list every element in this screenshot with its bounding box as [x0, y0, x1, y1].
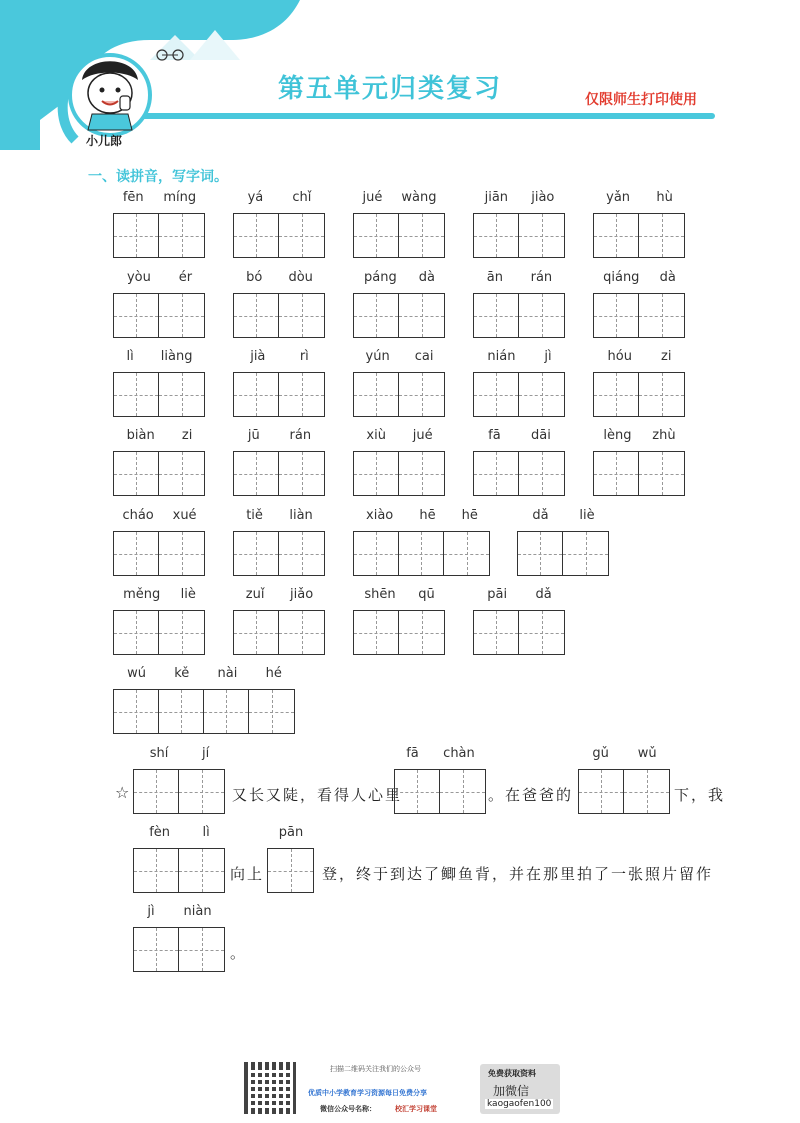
pinyin-syllable: shēn	[364, 587, 396, 602]
tianzige-grid	[473, 451, 565, 496]
tianzige-grid	[473, 610, 565, 655]
writing-cell[interactable]	[354, 452, 399, 495]
tianzige-grid	[113, 689, 295, 734]
writing-cell[interactable]	[279, 452, 324, 495]
writing-cell[interactable]	[279, 611, 324, 654]
writing-cell[interactable]	[563, 532, 608, 575]
tianzige-grid	[133, 927, 225, 972]
writing-cell[interactable]	[444, 532, 489, 575]
writing-cell[interactable]	[399, 214, 444, 257]
pinyin-word-item	[353, 508, 491, 578]
pinyin-word-item	[593, 190, 686, 260]
pinyin-syllable: wú	[127, 666, 146, 681]
page-title: 第五单元归类复习	[278, 74, 503, 104]
tianzige-grid	[593, 213, 685, 258]
pinyin-word-item	[133, 825, 226, 895]
writing-cell[interactable]	[519, 294, 564, 337]
pinyin-syllable: dà	[418, 270, 435, 285]
writing-cell[interactable]	[639, 373, 684, 416]
pinyin-word-item	[113, 666, 296, 736]
pinyin-syllable: měng	[123, 587, 161, 602]
writing-cell[interactable]	[624, 770, 669, 813]
pinyin-label	[267, 825, 315, 840]
pinyin-syllable: xué	[172, 508, 197, 523]
pinyin-word-item	[233, 190, 326, 260]
tianzige-grid	[353, 213, 445, 258]
writing-cell[interactable]	[179, 770, 224, 813]
pinyin-syllable: xiào	[366, 508, 394, 523]
pinyin-syllable: pān	[278, 825, 304, 840]
footer-scan-text: 扫描二维码关注我们的公众号	[330, 1065, 421, 1073]
pinyin-label	[113, 190, 206, 205]
tianzige-grid	[473, 213, 565, 258]
pinyin-syllable: wǔ	[637, 746, 657, 761]
pinyin-syllable: hóu	[607, 349, 632, 364]
logo-text: 小儿郎	[86, 134, 123, 148]
pinyin-syllable: cháo	[122, 508, 154, 523]
pinyin-label	[593, 428, 686, 443]
pinyin-label	[473, 270, 566, 285]
writing-cell[interactable]	[519, 373, 564, 416]
pinyin-word-item	[578, 746, 671, 816]
pinyin-syllable: jí	[201, 746, 210, 761]
tianzige-grid	[593, 451, 685, 496]
pinyin-word-item	[593, 270, 686, 340]
pinyin-word-item	[113, 349, 206, 419]
pinyin-syllable: jià	[250, 349, 266, 364]
pinyin-word-item	[394, 746, 487, 816]
pinyin-syllable: jì	[544, 349, 552, 364]
pinyin-syllable: lì	[126, 349, 134, 364]
pinyin-word-item	[233, 270, 326, 340]
tianzige-grid	[267, 848, 314, 893]
writing-cell[interactable]	[279, 214, 324, 257]
pinyin-word-item	[133, 904, 226, 974]
wechat-label: 加微信	[493, 1084, 530, 1098]
pinyin-label	[133, 746, 226, 761]
pinyin-label	[233, 428, 326, 443]
pinyin-label	[233, 190, 326, 205]
tianzige-grid	[353, 451, 445, 496]
pinyin-syllable: bó	[246, 270, 263, 285]
pinyin-word-item	[113, 508, 206, 578]
pinyin-syllable: kě	[174, 666, 190, 681]
writing-cell[interactable]	[134, 928, 179, 971]
pinyin-syllable: yòu	[126, 270, 151, 285]
footer-promo-text: 优质中小学教育学习资源每日免费分享	[308, 1089, 427, 1097]
pinyin-syllable: hē	[419, 508, 436, 523]
pinyin-label	[473, 349, 566, 364]
writing-cell[interactable]	[114, 373, 159, 416]
pinyin-syllable: hé	[265, 666, 282, 681]
tianzige-grid	[113, 213, 205, 258]
writing-cell[interactable]	[639, 452, 684, 495]
pinyin-word-item	[113, 190, 206, 260]
tianzige-grid	[473, 372, 565, 417]
writing-cell[interactable]	[594, 214, 639, 257]
print-only-badge: 仅限师生打印使用	[585, 92, 697, 108]
pinyin-word-item	[267, 825, 315, 895]
pinyin-syllable: jué	[412, 428, 433, 443]
pinyin-syllable: jì	[147, 904, 155, 919]
tianzige-grid	[353, 610, 445, 655]
writing-cell[interactable]	[639, 214, 684, 257]
pinyin-syllable: rì	[299, 349, 309, 364]
pinyin-label	[133, 904, 226, 919]
writing-cell[interactable]	[440, 770, 485, 813]
writing-cell[interactable]	[234, 611, 279, 654]
pinyin-word-item	[113, 587, 206, 657]
writing-cell[interactable]	[114, 214, 159, 257]
pinyin-label	[593, 190, 686, 205]
pinyin-syllable: lèng	[603, 428, 632, 443]
passage-text: 。	[230, 944, 248, 962]
pinyin-syllable: tiě	[246, 508, 263, 523]
tianzige-grid	[517, 531, 609, 576]
writing-cell[interactable]	[268, 849, 313, 892]
tianzige-grid	[113, 372, 205, 417]
pinyin-syllable: biàn	[126, 428, 155, 443]
writing-cell[interactable]	[234, 373, 279, 416]
writing-cell[interactable]	[204, 690, 249, 733]
writing-cell[interactable]	[234, 532, 279, 575]
pinyin-word-item	[353, 587, 446, 657]
pinyin-syllable: rán	[289, 428, 312, 443]
free-resources-label: 免费获取资料	[488, 1069, 536, 1078]
pinyin-syllable: lì	[202, 825, 210, 840]
writing-cell[interactable]	[399, 611, 444, 654]
writing-cell[interactable]	[249, 690, 294, 733]
pinyin-syllable: hē	[461, 508, 478, 523]
pinyin-syllable: zi	[661, 349, 672, 364]
writing-cell[interactable]	[519, 611, 564, 654]
tianzige-grid	[113, 451, 205, 496]
pinyin-label	[113, 587, 206, 602]
pinyin-label	[353, 428, 446, 443]
writing-cell[interactable]	[279, 373, 324, 416]
writing-cell[interactable]	[354, 373, 399, 416]
writing-cell[interactable]	[114, 690, 159, 733]
pinyin-word-item	[517, 508, 610, 578]
passage-text: 登，终于到达了鲫鱼背，并在那里拍了一张照片留作	[322, 865, 714, 883]
pinyin-word-item	[233, 428, 326, 498]
pinyin-word-item	[473, 428, 566, 498]
pinyin-label	[353, 190, 446, 205]
pinyin-word-item	[353, 428, 446, 498]
tianzige-grid	[353, 293, 445, 338]
tianzige-grid	[394, 769, 486, 814]
passage-text: 下，我	[674, 786, 726, 804]
pinyin-syllable: wàng	[401, 190, 437, 205]
pinyin-syllable: cai	[414, 349, 434, 364]
pinyin-label	[473, 190, 566, 205]
writing-cell[interactable]	[594, 373, 639, 416]
writing-cell[interactable]	[594, 452, 639, 495]
writing-cell[interactable]	[474, 452, 519, 495]
pinyin-syllable: gǔ	[592, 746, 609, 761]
pinyin-syllable: nài	[217, 666, 238, 681]
pinyin-word-item	[233, 508, 326, 578]
pinyin-word-item	[233, 349, 326, 419]
writing-cell[interactable]	[159, 373, 204, 416]
writing-cell[interactable]	[354, 611, 399, 654]
pinyin-syllable: zi	[181, 428, 193, 443]
star-icon: ☆	[115, 783, 130, 802]
pinyin-syllable: dà	[659, 270, 676, 285]
pinyin-syllable: jiǎo	[290, 587, 314, 602]
writing-cell[interactable]	[159, 214, 204, 257]
pinyin-syllable: jiān	[484, 190, 509, 205]
passage-text: 。在爸爸的	[488, 786, 574, 804]
writing-cell[interactable]	[519, 452, 564, 495]
writing-cell[interactable]	[594, 294, 639, 337]
passage-text: 向上	[230, 865, 265, 883]
footer-account-name: 校汇学习课堂	[395, 1105, 437, 1113]
writing-cell[interactable]	[279, 532, 324, 575]
writing-cell[interactable]	[354, 532, 399, 575]
pinyin-syllable: liàng	[160, 349, 193, 364]
writing-cell[interactable]	[159, 690, 204, 733]
pinyin-syllable: chàn	[443, 746, 475, 761]
writing-cell[interactable]	[519, 214, 564, 257]
writing-cell[interactable]	[474, 294, 519, 337]
writing-cell[interactable]	[279, 294, 324, 337]
tianzige-grid	[593, 372, 685, 417]
pinyin-syllable: yǎn	[606, 190, 631, 205]
pinyin-syllable: niàn	[183, 904, 212, 919]
writing-cell[interactable]	[234, 452, 279, 495]
pinyin-label	[113, 666, 296, 681]
writing-cell[interactable]	[159, 294, 204, 337]
pinyin-label	[113, 428, 206, 443]
pinyin-label	[473, 428, 566, 443]
pinyin-syllable: dǎ	[532, 508, 549, 523]
writing-cell[interactable]	[179, 928, 224, 971]
writing-cell[interactable]	[399, 532, 444, 575]
tianzige-grid	[113, 531, 205, 576]
pinyin-syllable: pāi	[487, 587, 508, 602]
tianzige-grid	[133, 848, 225, 893]
pinyin-syllable: yá	[247, 190, 264, 205]
pinyin-syllable: yún	[365, 349, 390, 364]
tianzige-grid	[233, 372, 325, 417]
pinyin-word-item	[593, 349, 686, 419]
tianzige-grid	[473, 293, 565, 338]
writing-cell[interactable]	[474, 373, 519, 416]
writing-cell[interactable]	[399, 373, 444, 416]
pinyin-syllable: ān	[486, 270, 504, 285]
pinyin-label	[233, 349, 326, 364]
pinyin-syllable: dǎ	[535, 587, 552, 602]
footer	[240, 1058, 570, 1118]
writing-cell[interactable]	[354, 214, 399, 257]
pinyin-syllable: páng	[364, 270, 397, 285]
footer-account-label: 微信公众号名称：	[320, 1105, 376, 1113]
pinyin-syllable: zhù	[652, 428, 676, 443]
pinyin-label	[353, 508, 491, 523]
pinyin-label	[353, 270, 446, 285]
tianzige-grid	[353, 531, 490, 576]
writing-cell[interactable]	[114, 294, 159, 337]
pinyin-syllable: hù	[656, 190, 673, 205]
writing-cell[interactable]	[234, 214, 279, 257]
pinyin-label	[113, 508, 206, 523]
writing-cell[interactable]	[579, 770, 624, 813]
writing-cell[interactable]	[159, 452, 204, 495]
passage-text: 又长又陡，看得人心里	[232, 786, 403, 804]
pinyin-syllable: míng	[163, 190, 197, 205]
pinyin-label	[353, 587, 446, 602]
tianzige-grid	[233, 451, 325, 496]
writing-cell[interactable]	[159, 611, 204, 654]
pinyin-syllable: ér	[178, 270, 193, 285]
writing-cell[interactable]	[395, 770, 440, 813]
pinyin-syllable: liàn	[289, 508, 313, 523]
writing-cell[interactable]	[114, 611, 159, 654]
pinyin-label	[593, 270, 686, 285]
writing-cell[interactable]	[474, 611, 519, 654]
pinyin-syllable: rán	[530, 270, 553, 285]
tianzige-grid	[578, 769, 670, 814]
pinyin-syllable: chǐ	[292, 190, 312, 205]
pinyin-syllable: fā	[488, 428, 501, 443]
tianzige-grid	[233, 213, 325, 258]
pinyin-word-item	[473, 270, 566, 340]
pinyin-word-item	[353, 190, 446, 260]
qr-code-icon	[244, 1062, 296, 1114]
pinyin-label	[233, 587, 326, 602]
pinyin-syllable: dāi	[530, 428, 551, 443]
pinyin-syllable: liè	[579, 508, 595, 523]
tianzige-grid	[113, 293, 205, 338]
pinyin-syllable: jiào	[531, 190, 555, 205]
pinyin-word-item	[353, 349, 446, 419]
pinyin-syllable: fèn	[149, 825, 171, 840]
pinyin-word-item	[113, 428, 206, 498]
pinyin-label	[233, 270, 326, 285]
writing-cell[interactable]	[134, 849, 179, 892]
pinyin-syllable: jué	[362, 190, 383, 205]
tianzige-grid	[233, 610, 325, 655]
writing-cell[interactable]	[474, 214, 519, 257]
pinyin-label	[593, 349, 686, 364]
pinyin-syllable: fēn	[122, 190, 144, 205]
pinyin-label	[113, 349, 206, 364]
writing-cell[interactable]	[159, 532, 204, 575]
pinyin-syllable: qū	[418, 587, 435, 602]
tianzige-grid	[593, 293, 685, 338]
pinyin-word-item	[233, 587, 326, 657]
pinyin-syllable: liè	[180, 587, 196, 602]
wechat-id: kaogaofen100	[487, 1099, 552, 1109]
pinyin-word-item	[473, 587, 566, 657]
section-heading: 一、读拼音，写字词。	[88, 169, 228, 185]
writing-cell[interactable]	[354, 294, 399, 337]
pinyin-word-item	[133, 746, 226, 816]
writing-cell[interactable]	[399, 452, 444, 495]
writing-cell[interactable]	[399, 294, 444, 337]
pinyin-word-item	[593, 428, 686, 498]
pinyin-word-item	[473, 349, 566, 419]
writing-cell[interactable]	[114, 532, 159, 575]
writing-cell[interactable]	[518, 532, 563, 575]
pinyin-label	[233, 508, 326, 523]
pinyin-label	[517, 508, 610, 523]
writing-cell[interactable]	[179, 849, 224, 892]
writing-cell[interactable]	[234, 294, 279, 337]
writing-cell[interactable]	[114, 452, 159, 495]
pinyin-label	[353, 349, 446, 364]
tianzige-grid	[133, 769, 225, 814]
writing-cell[interactable]	[639, 294, 684, 337]
tianzige-grid	[113, 610, 205, 655]
pinyin-syllable: xiù	[366, 428, 386, 443]
pinyin-syllable: jū	[247, 428, 260, 443]
tianzige-grid	[233, 293, 325, 338]
writing-cell[interactable]	[134, 770, 179, 813]
tianzige-grid	[353, 372, 445, 417]
pinyin-word-item	[353, 270, 446, 340]
tianzige-grid	[233, 531, 325, 576]
pinyin-syllable: dòu	[288, 270, 313, 285]
pinyin-syllable: fā	[406, 746, 419, 761]
pinyin-word-item	[113, 270, 206, 340]
pinyin-syllable: qiáng	[603, 270, 640, 285]
pinyin-word-item	[473, 190, 566, 260]
pinyin-label	[113, 270, 206, 285]
pinyin-syllable: shí	[149, 746, 169, 761]
pinyin-syllable: zuǐ	[245, 587, 265, 602]
pinyin-label	[394, 746, 487, 761]
pinyin-label	[578, 746, 671, 761]
pinyin-syllable: nián	[487, 349, 516, 364]
pinyin-label	[133, 825, 226, 840]
pinyin-label	[473, 587, 566, 602]
